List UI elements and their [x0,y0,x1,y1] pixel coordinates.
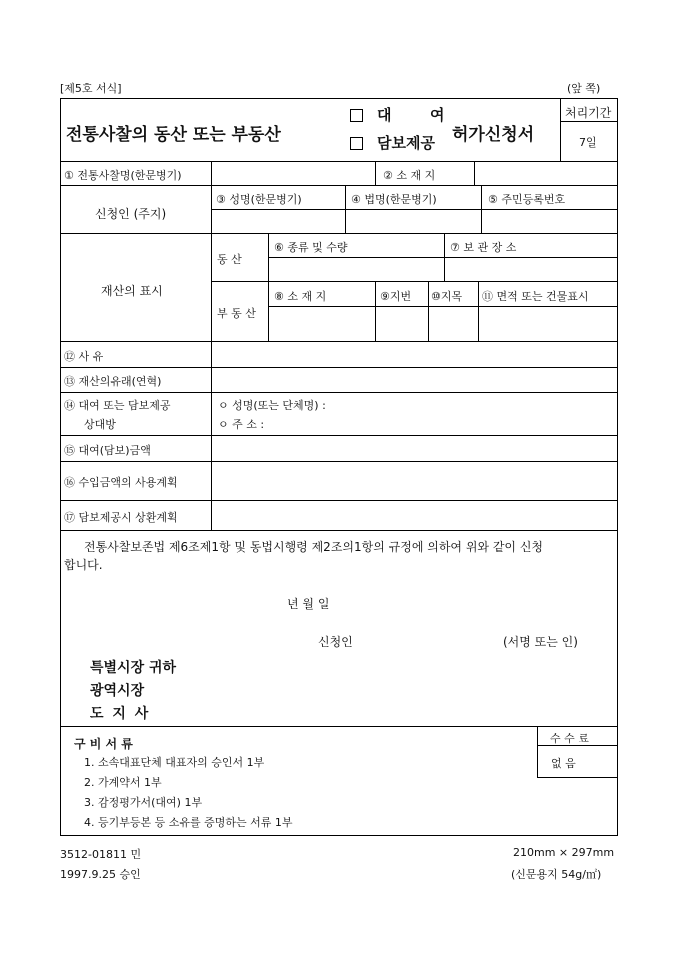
counterpart-address-label: ㅇ 주 소 : [218,418,265,431]
lease-option-label-2: 여 [430,106,445,124]
processing-period-label: 처리기간 [565,106,612,120]
property-history-label: ⑬ 재산의유래(연혁) [64,375,162,388]
storage-label: ⑦ 보 관 장 소 [450,241,517,254]
lease-option-label-1: 대 [377,106,392,124]
land-category-label: ⑩지목 [431,290,463,303]
property-label: 재산의 표시 [101,284,163,298]
immovable-location-label: ⑧ 소 재 지 [274,290,327,303]
fee-value: 없 음 [551,757,576,770]
temple-name-label: ① 전통사찰명(한문병기) [64,169,182,182]
lease-checkbox[interactable] [350,109,363,122]
name-label: ③ 성명(한문병기) [216,193,302,206]
amount-label: ⑮ 대여(담보)금액 [64,444,151,457]
paper-type: (신문용지 54g/㎡) [511,868,602,881]
form-title: 전통사찰의 동산 또는 부동산 [66,125,281,145]
recipient-line-2: 광역시장 [90,683,145,699]
kind-quantity-label: ⑥ 종류 및 수량 [274,241,348,254]
movable-label: 동 산 [217,253,242,266]
signature-label: (서명 또는 인) [503,635,578,649]
counterpart-label-2: 상대방 [84,418,116,431]
usage-plan-label: ⑯ 수입금액의 사용계획 [64,476,178,489]
collateral-checkbox[interactable] [350,137,363,150]
form-title-suffix: 허가신청서 [452,125,535,145]
form-number: [제5호 서식] [60,82,122,95]
resident-number-label: ⑤ 주민등록번호 [488,193,566,206]
processing-period-value: 7일 [579,136,597,149]
location-label: ② 소 재 지 [383,169,436,182]
lot-number-label: ⑨지번 [380,290,412,303]
recipient-line-3: 도 지 사 [90,706,151,722]
dharma-name-label: ④ 법명(한문병기) [351,193,437,206]
statement-line-1: 전통사찰보존법 제6조제1항 및 동법시행령 제2조의1항의 규정에 의하여 위와 같이 신청 [84,540,544,554]
applicant-sign-label: 신청인 [318,635,353,649]
doc-item: 4. 등기부등본 등 소유를 증명하는 서류 1부 [84,816,293,829]
reason-label: ⑫ 사 유 [64,350,104,363]
doc-item: 1. 소속대표단체 대표자의 승인서 1부 [84,756,265,769]
statement-line-2: 합니다. [64,558,103,572]
doc-item: 3. 감정평가서(대여) 1부 [84,796,203,809]
doc-item: 2. 가계약서 1부 [84,776,162,789]
page-side-label: (앞 쪽) [567,82,601,95]
form-code: 3512-01811 민 [60,848,142,861]
date-line: 년 월 일 [287,597,330,611]
immovable-label: 부 동 산 [217,307,256,320]
paper-size: 210mm × 297mm [513,846,615,859]
approval-date: 1997.9.25 승인 [60,868,141,881]
fee-label: 수 수 료 [550,732,589,745]
applicant-label: 신청인 (주지) [95,207,167,221]
repayment-plan-label: ⑰ 담보제공시 상환계획 [64,511,178,524]
area-label: ⑪ 면적 또는 건물표시 [482,290,589,303]
counterpart-label: ⑭ 대여 또는 담보제공 [64,399,171,412]
recipient-line-1: 특별시장 귀하 [90,660,177,676]
counterpart-name-label: ㅇ 성명(또는 단체명) : [218,399,326,412]
required-docs-heading: 구 비 서 류 [74,737,133,751]
collateral-option-label: 담보제공 [377,134,435,152]
